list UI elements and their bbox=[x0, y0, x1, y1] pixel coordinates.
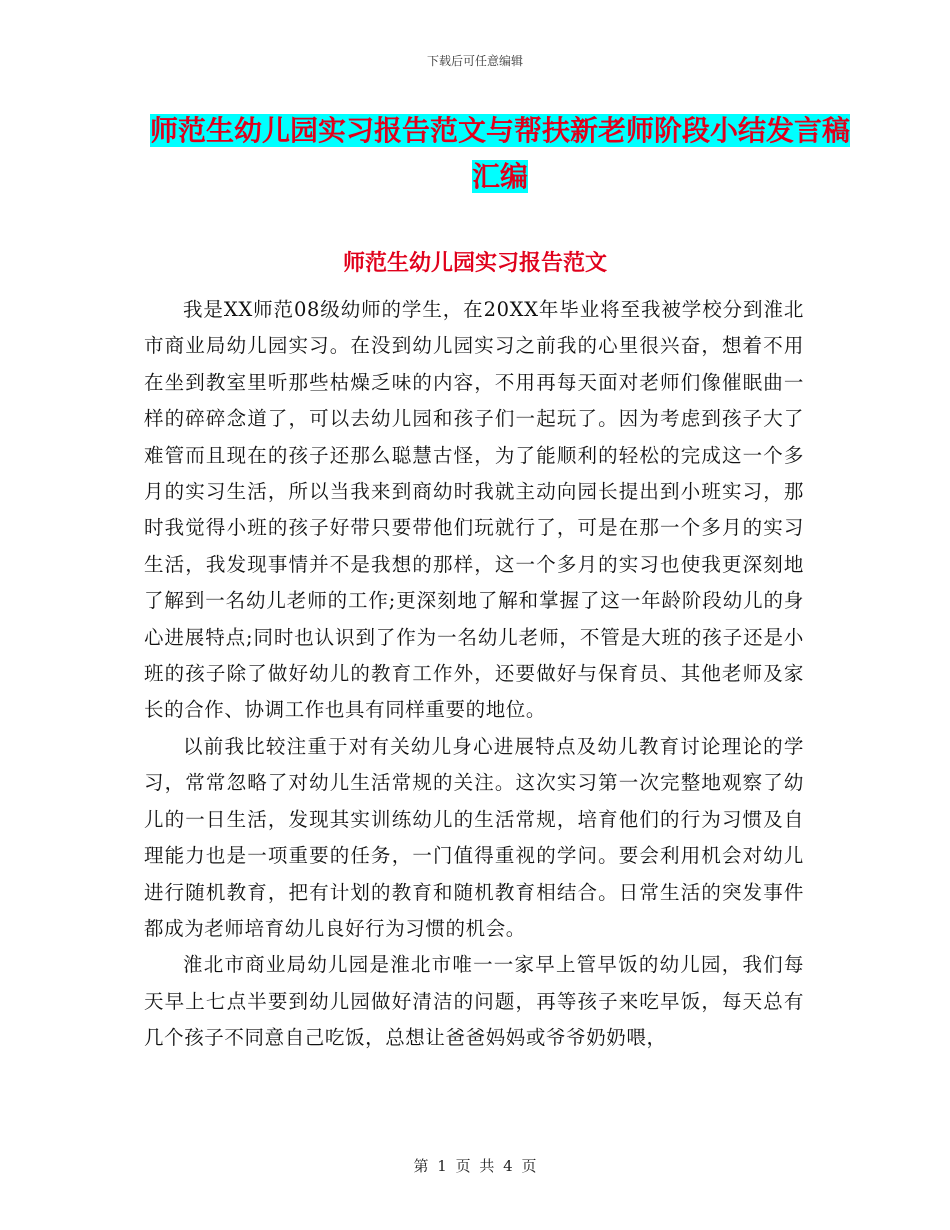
header-note: 下载后可任意编辑 bbox=[426, 54, 523, 68]
section-heading: 师范生幼儿园实习报告范文 bbox=[342, 251, 607, 276]
paragraph: 我是XX师范08级幼师的学生，在20XX年毕业将至我被学校分到淮北市商业局幼儿园实习。在没到幼儿园实习之前我的心里很兴奋，想着不用在坐到教室里听那些枯燥乏味的内容，不用再每天面对老师们像催眠曲一样的碎碎念道了，可以去幼儿园和孩子们一起玩了。因为考虑到孩子大了难管而且现在的孩子还那么聪慧古怪，为了能顺利的轻松的完成这一个多月的实习生活，所以当我来到商幼时我就主动向园长提出到小班实习，那时我觉得小班的孩子好带只要带他们玩就行了，可是在那一个多月的实习生活，我发现事情并不是我想的那样，这一个多月的实习也使我更深刻地了解到一名幼儿老师的工作;更深刻地了解和掌握了这一年龄阶段幼儿的身心进展特点;同时也认识到了作为一名幼儿老师，不管是大班的孩子还是小班的孩子除了做好幼儿的教育工作外，还要做好与保育员、其他老师及家长的合作、协调工作也具有同样重要的地位。 bbox=[144, 298, 804, 722]
document-title-text: 师范生幼儿园实习报告范文与帮扶新老师阶段小结发言稿汇编 bbox=[150, 114, 851, 193]
page-footer: 第 1 页 共 4 页 bbox=[413, 1157, 537, 1175]
document-title bbox=[150, 108, 850, 200]
body-text bbox=[144, 292, 804, 1057]
paragraph: 淮北市商业局幼儿园是淮北市唯一一家早上管早饭的幼儿园，我们每天早上七点半要到幼儿园做好清洁的问题，再等孩子来吃早饭，每天总有几个孩子不同意自己吃饭，总想让爸爸妈妈或爷爷奶奶喂， bbox=[144, 953, 804, 1050]
paragraph: 以前我比较注重于对有关幼儿身心进展特点及幼儿教育讨论理论的学习，常常忽略了对幼儿生活常规的关注。这次实习第一次完整地观察了幼儿的一日生活，发现其实训练幼儿的生活常规，培育他们的行为习惯及自理能力也是一项重要的任务，一门值得重视的学问。要会利用机会对幼儿进行随机教育，把有计划的教育和随机教育相结合。日常生活的突发事件都成为老师培育幼儿良好行为习惯的机会。 bbox=[144, 734, 804, 940]
